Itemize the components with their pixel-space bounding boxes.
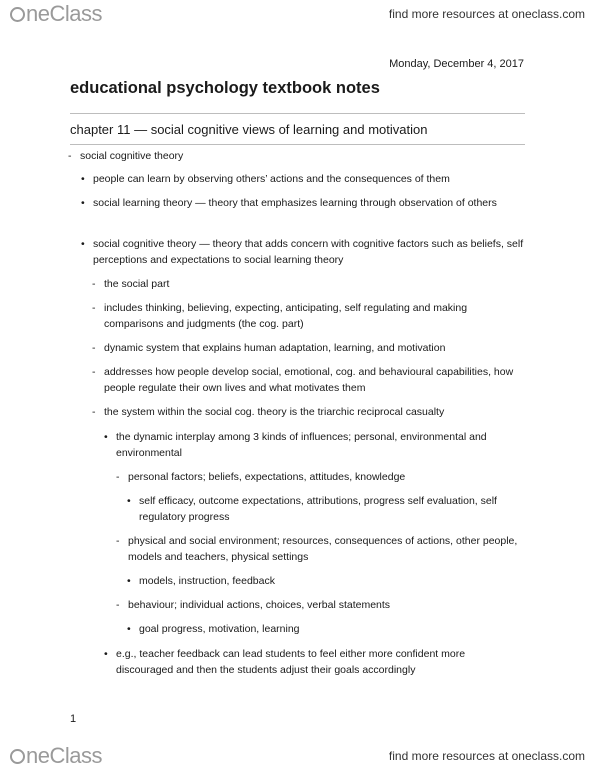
logo-text [10, 744, 103, 768]
note-text: social cognitive theory — theory that adds concern with cognitive factors such as beliefs, self perceptions and expectations to social learning theory [93, 238, 524, 266]
list-item [81, 195, 525, 211]
dash-marker: - [116, 535, 120, 547]
list-item [81, 236, 525, 268]
note-text: people can learn by observing others’ actions and the consequences of them [93, 173, 450, 185]
list-item [81, 171, 525, 187]
list-item [92, 404, 525, 420]
note-text: addresses how people develop social, emotional, cog. and behavioural capabilities, how people regulate their own lives and what motivates them [104, 366, 514, 394]
list-item [92, 276, 525, 292]
list-item [92, 364, 525, 396]
document-title: educational psychology textbook notes [70, 79, 380, 97]
list-item [116, 469, 525, 485]
note-text: models, instruction, feedback [139, 575, 275, 587]
note-text: physical and social environment; resources, consequences of actions, other people, models and teachers, physical settings [128, 535, 518, 563]
bullet-marker: • [81, 197, 85, 209]
list-item [68, 148, 520, 164]
note-text: e.g., teacher feedback can lead students to feel either more confident more discouraged and then the students adjust their goals accordingly [116, 648, 466, 676]
list-item [104, 646, 525, 678]
find-more-link[interactable]: find more resources at oneclass.com [388, 749, 585, 763]
bullet-marker: • [81, 238, 85, 250]
note-text: social cognitive theory [80, 150, 184, 162]
note-text: personal factors; beliefs, expectations, attitudes, knowledge [128, 471, 406, 483]
document-date: Monday, December 4, 2017 [389, 58, 524, 70]
oneclass-logo[interactable] [10, 2, 102, 26]
bullet-marker: • [127, 495, 131, 507]
logo-wordmark: neClass [26, 743, 102, 768]
list-item [127, 621, 525, 637]
note-text: the social part [104, 278, 170, 290]
dash-marker: - [116, 471, 120, 483]
note-text: social learning theory — theory that emphasizes learning through observation of others [93, 197, 497, 209]
list-item [92, 340, 525, 356]
bullet-marker: • [104, 648, 108, 660]
logo-text [10, 2, 103, 26]
logo-wordmark: neClass [26, 1, 102, 26]
note-text: goal progress, motivation, learning [139, 623, 300, 635]
dash-marker: - [92, 366, 96, 378]
note-text: the dynamic interplay among 3 kinds of influences; personal, environmental and environmental [116, 431, 487, 459]
dash-marker: - [68, 150, 72, 162]
find-more-link[interactable]: find more resources at oneclass.com [388, 7, 585, 21]
dash-marker: - [92, 278, 96, 290]
chapter-heading: chapter 11 — social cognitive views of learning and motivation [70, 122, 428, 137]
footer-bar [0, 742, 595, 770]
note-text: behaviour; individual actions, choices, verbal statements [128, 599, 391, 611]
note-text: includes thinking, believing, expecting, anticipating, self regulating and making comparisons and judgments (the cog. part) [104, 302, 468, 330]
note-text: the system within the social cog. theory is the triarchic reciprocal casualty [104, 406, 445, 418]
list-item [104, 429, 525, 461]
dash-marker: - [92, 342, 96, 354]
dash-marker: - [116, 599, 120, 611]
title-divider [70, 113, 525, 114]
list-item [127, 493, 525, 525]
chapter-divider [70, 144, 525, 145]
list-item [92, 300, 525, 332]
header-bar [0, 0, 595, 28]
page-number: 1 [70, 713, 77, 725]
bullet-marker: • [127, 575, 131, 587]
bullet-marker: • [104, 431, 108, 443]
oneclass-logo[interactable] [10, 744, 102, 768]
note-text: self efficacy, outcome expectations, attributions, progress self evaluation, self regulatory progress [139, 495, 497, 523]
list-item [116, 533, 525, 565]
note-text: dynamic system that explains human adaptation, learning, and motivation [104, 342, 446, 354]
list-item [127, 573, 525, 589]
bullet-marker: • [127, 623, 131, 635]
bullet-marker: • [81, 173, 85, 185]
dash-marker: - [92, 406, 96, 418]
dash-marker: - [92, 302, 96, 314]
list-item [116, 597, 525, 613]
